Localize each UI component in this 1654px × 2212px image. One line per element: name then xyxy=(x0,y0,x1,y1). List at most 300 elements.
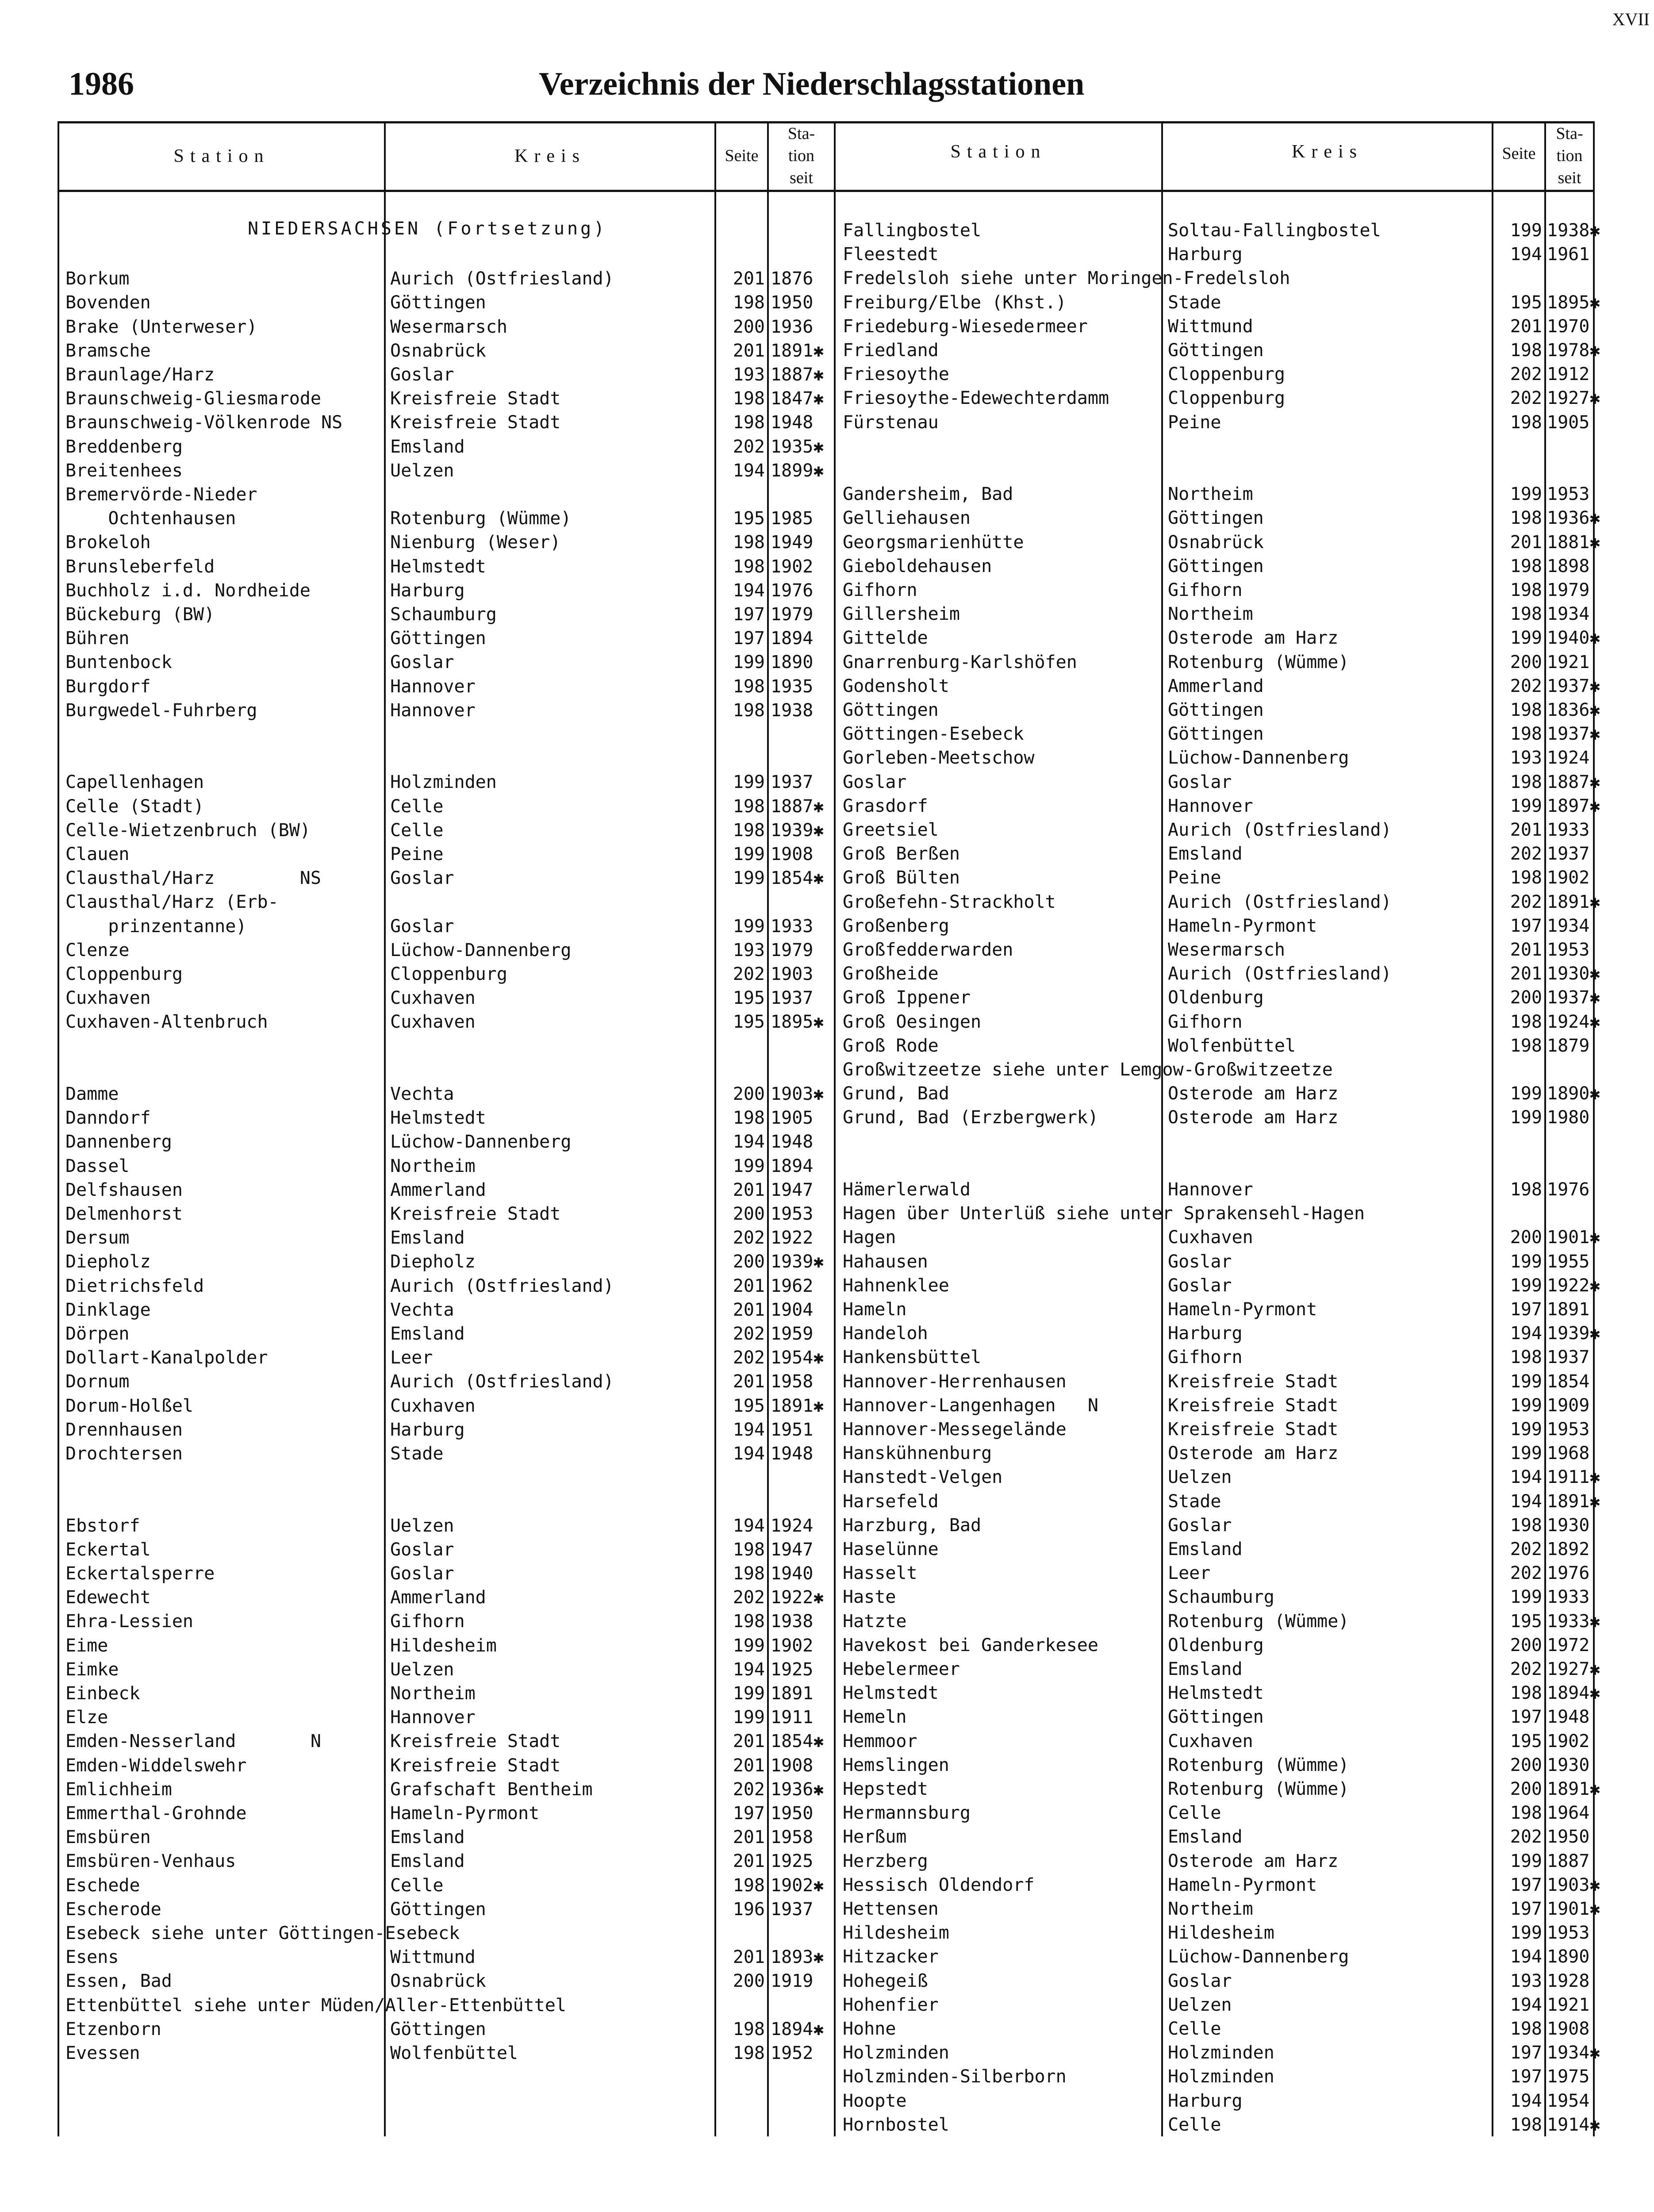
station-since-year: 1940✱ xyxy=(1547,628,1600,649)
kreis-name: Goslar xyxy=(390,365,454,385)
station-name: Etzenborn xyxy=(65,2019,161,2039)
kreis-name: Cuxhaven xyxy=(1168,1227,1253,1248)
station-since-year: 1964 xyxy=(1547,1803,1590,1824)
station-name: prinzentanne) xyxy=(65,916,247,937)
station-since-year: 1921 xyxy=(1547,652,1590,672)
station-name: Hahnenklee xyxy=(843,1275,949,1296)
kreis-name: Emsland xyxy=(1168,1659,1243,1679)
station-name: Emsbüren xyxy=(65,1827,151,1848)
station-name: Havekost bei Ganderkesee xyxy=(843,1635,1098,1655)
station-since-year: 1895✱ xyxy=(771,1012,824,1033)
station-since-year: 1902 xyxy=(771,556,814,577)
kreis-name: Goslar xyxy=(1168,772,1232,792)
seite-value: 199 xyxy=(733,916,765,937)
seite-value: 195 xyxy=(1510,1611,1542,1632)
station-name: Hebelermeer xyxy=(843,1659,960,1679)
seite-value: 198 xyxy=(733,1108,765,1129)
station-name: Hemeln xyxy=(843,1707,907,1728)
seite-value: 194 xyxy=(1510,1994,1542,2015)
kreis-name: Göttingen xyxy=(390,2019,486,2039)
station-name: Cuxhaven xyxy=(65,988,151,1009)
station-name: Emlichheim xyxy=(65,1779,172,1800)
station-since-year: 1953 xyxy=(1547,940,1590,960)
station-name: Fleestedt xyxy=(843,244,939,265)
station-name: Escherode xyxy=(65,1899,161,1920)
kreis-name: Gifhorn xyxy=(1168,1347,1243,1368)
station-since-year: 1854✱ xyxy=(771,868,824,889)
station-name: Delfshausen xyxy=(65,1179,183,1200)
kreis-name: Uelzen xyxy=(390,1515,454,1536)
kreis-name: Emsland xyxy=(390,1228,465,1248)
seite-value: 194 xyxy=(733,1444,765,1464)
station-name: Dinklage xyxy=(65,1299,151,1320)
station-name: Clauen xyxy=(65,844,130,864)
seite-value: 199 xyxy=(733,868,765,889)
station-name: Bühren xyxy=(65,628,130,649)
kreis-name: Hannover xyxy=(1168,1179,1253,1200)
kreis-name: Hameln-Pyrmont xyxy=(1168,1299,1317,1320)
kreis-name: Cloppenburg xyxy=(390,964,507,984)
station-since-year: 1890 xyxy=(1547,1947,1590,1967)
seite-value: 198 xyxy=(1510,1683,1542,1704)
station-since-year: 1922 xyxy=(771,1228,814,1248)
seite-value: 202 xyxy=(1510,676,1542,696)
station-since-year: 1938✱ xyxy=(1547,220,1600,241)
seite-value: 198 xyxy=(1510,724,1542,745)
station-since-year: 1937 xyxy=(771,1899,814,1920)
header-kreis: Kreis xyxy=(1292,142,1363,162)
kreis-name: Göttingen xyxy=(1168,1707,1264,1728)
seite-value: 202 xyxy=(733,1228,765,1248)
kreis-name: Kreisfreie Stadt xyxy=(390,1755,561,1776)
station-since-year: 1901✱ xyxy=(1547,1899,1600,1919)
station-since-year: 1903✱ xyxy=(1547,1874,1600,1895)
station-name: Herßum xyxy=(843,1827,907,1847)
seite-value: 193 xyxy=(733,940,765,960)
kreis-name: Celle xyxy=(390,820,444,841)
seite-value: 194 xyxy=(1510,1323,1542,1344)
kreis-name: Rotenburg (Wümme) xyxy=(1168,1779,1349,1799)
kreis-name: Harburg xyxy=(1168,244,1243,265)
seite-value: 198 xyxy=(1510,412,1542,433)
station-name: Großenberg xyxy=(843,915,949,936)
station-since-year: 1887✱ xyxy=(1547,772,1600,792)
station-name: Hannover-Langenhagen N xyxy=(843,1395,1098,1416)
station-since-year: 1947 xyxy=(771,1179,814,1200)
seite-value: 198 xyxy=(1510,2114,1542,2135)
kreis-name: Grafschaft Bentheim xyxy=(390,1779,593,1800)
kreis-name: Uelzen xyxy=(1168,1994,1232,2015)
kreis-name: Kreisfreie Stadt xyxy=(390,388,561,409)
kreis-name: Ammerland xyxy=(390,1587,486,1608)
seite-value: 201 xyxy=(1510,532,1542,553)
station-since-year: 1894 xyxy=(771,1156,814,1176)
station-name: Dietrichsfeld xyxy=(65,1275,204,1296)
station-since-year: 1908 xyxy=(771,844,814,864)
station-since-year: 1937 xyxy=(771,772,814,793)
station-name: Eime xyxy=(65,1635,108,1656)
seite-value: 199 xyxy=(1510,1083,1542,1104)
station-since-year: 1980 xyxy=(1547,1107,1590,1128)
station-name: Dersum xyxy=(65,1228,130,1248)
kreis-name: Emsland xyxy=(1168,1539,1243,1559)
station-name: Dassel xyxy=(65,1156,130,1176)
station-since-year: 1894 xyxy=(771,628,814,649)
station-name: Göttingen xyxy=(843,700,939,720)
kreis-name: Osterode am Harz xyxy=(1168,1083,1339,1104)
seite-value: 201 xyxy=(733,1179,765,1200)
station-name: Clausthal/Harz NS xyxy=(65,868,321,889)
seite-value: 200 xyxy=(733,316,765,337)
station-since-year: 1951 xyxy=(771,1419,814,1440)
kreis-name: Aurich (Ostfriesland) xyxy=(1168,964,1392,984)
station-name: Ebstorf xyxy=(65,1515,140,1536)
seite-value: 202 xyxy=(1510,1539,1542,1559)
kreis-name: Hannover xyxy=(390,700,476,721)
station-since-year: 1953 xyxy=(1547,484,1590,505)
station-name: Hornbostel xyxy=(843,2114,949,2135)
station-name: Dorum-Holßel xyxy=(65,1395,193,1416)
kreis-name: Ammerland xyxy=(390,1179,486,1200)
kreis-name: Holzminden xyxy=(1168,2043,1274,2063)
kreis-name: Kreisfreie Stadt xyxy=(390,1731,561,1752)
header-seit-3: seit xyxy=(790,169,813,187)
seite-value: 202 xyxy=(733,1348,765,1368)
kreis-name: Stade xyxy=(1168,292,1221,313)
kreis-name: Wittmund xyxy=(1168,316,1253,337)
station-since-year: 1955 xyxy=(1547,1251,1590,1272)
kreis-name: Celle xyxy=(1168,2114,1221,2135)
seite-value: 199 xyxy=(1510,1371,1542,1392)
station-since-year: 1937✱ xyxy=(1547,724,1600,745)
kreis-name: Cloppenburg xyxy=(1168,364,1285,385)
station-name: Drochtersen xyxy=(65,1444,183,1464)
station-name: Elze xyxy=(65,1707,108,1728)
station-name: Groß Berßen xyxy=(843,844,960,864)
kreis-name: Uelzen xyxy=(1168,1467,1232,1488)
station-since-year: 1887 xyxy=(1547,1851,1590,1871)
station-name: Hannover-Herrenhausen xyxy=(843,1371,1067,1392)
station-since-year: 1930✱ xyxy=(1547,964,1600,984)
kreis-name: Nienburg (Weser) xyxy=(390,532,561,553)
seite-value: 202 xyxy=(1510,388,1542,409)
station-name: Drennhausen xyxy=(65,1419,183,1440)
station-name: Herzberg xyxy=(843,1851,928,1871)
seite-value: 197 xyxy=(733,628,765,649)
station-name: Hemmoor xyxy=(843,1731,917,1751)
kreis-name: Peine xyxy=(1168,412,1221,433)
seite-value: 195 xyxy=(1510,1731,1542,1751)
station-since-year: 1902 xyxy=(1547,868,1590,888)
seite-value: 197 xyxy=(1510,915,1542,936)
station-name: Hohegeiß xyxy=(843,1970,928,1991)
seite-value: 198 xyxy=(733,292,765,313)
kreis-name: Hameln-Pyrmont xyxy=(1168,915,1317,936)
station-name: Haselünne xyxy=(843,1539,939,1559)
station-since-year: 1924✱ xyxy=(1547,1011,1600,1032)
station-since-year: 1940 xyxy=(771,1563,814,1584)
station-since-year: 1879 xyxy=(1547,1035,1590,1056)
station-since-year: 1911 xyxy=(771,1707,814,1728)
header-seit-1: Sta- xyxy=(787,124,815,143)
kreis-name: Rotenburg (Wümme) xyxy=(1168,652,1349,672)
kreis-name: Rotenburg (Wümme) xyxy=(1168,1755,1349,1775)
station-since-year: 1903✱ xyxy=(771,1084,824,1104)
seite-value: 198 xyxy=(1510,508,1542,529)
station-since-year: 1937✱ xyxy=(1547,676,1600,696)
station-name: Bovenden xyxy=(65,292,151,313)
station-name: Friesoythe xyxy=(843,364,949,385)
seite-value: 199 xyxy=(733,1635,765,1656)
station-since-year: 1908 xyxy=(771,1755,814,1776)
station-name: Evessen xyxy=(65,2043,140,2063)
seite-value: 200 xyxy=(1510,987,1542,1008)
kreis-name: Goslar xyxy=(1168,1251,1232,1272)
station-since-year: 1925 xyxy=(771,1851,814,1872)
kreis-name: Cuxhaven xyxy=(390,1012,476,1033)
kreis-name: Holzminden xyxy=(390,772,497,793)
station-name: Hanstedt-Velgen xyxy=(843,1467,1003,1488)
seite-value: 200 xyxy=(733,1204,765,1224)
station-since-year: 1881✱ xyxy=(1547,532,1600,553)
station-since-year: 1937 xyxy=(1547,844,1590,864)
seite-value: 200 xyxy=(1510,652,1542,672)
kreis-name: Hameln-Pyrmont xyxy=(1168,1874,1317,1895)
station-since-year: 1953 xyxy=(771,1204,814,1224)
kreis-name: Aurich (Ostfriesland) xyxy=(1168,891,1392,912)
kreis-name: Goslar xyxy=(390,1563,454,1584)
header-seit-3: seit xyxy=(1558,169,1581,187)
kreis-name: Osterode am Harz xyxy=(1168,1107,1339,1128)
kreis-name: Goslar xyxy=(390,652,454,673)
station-name: Hildesheim xyxy=(843,1923,949,1943)
seite-value: 194 xyxy=(733,1515,765,1536)
section-heading: NIEDERSACHSEN (Fortsetzung) xyxy=(248,219,607,239)
station-name: Fürstenau xyxy=(843,412,939,433)
station-name: Damme xyxy=(65,1084,119,1104)
seite-value: 202 xyxy=(733,1324,765,1344)
kreis-name: Osterode am Harz xyxy=(1168,1443,1339,1464)
station-name: Emden-Widdelswehr xyxy=(65,1755,247,1776)
station-since-year: 1924 xyxy=(771,1515,814,1536)
seite-value: 198 xyxy=(1510,580,1542,600)
seite-value: 199 xyxy=(1510,1419,1542,1440)
seite-value: 199 xyxy=(1510,1107,1542,1128)
station-name: Gieboldehausen xyxy=(843,556,992,576)
seite-value: 198 xyxy=(1510,1515,1542,1536)
station-since-year: 1933 xyxy=(1547,1587,1590,1608)
kreis-name: Cuxhaven xyxy=(390,988,476,1009)
station-table xyxy=(58,121,1600,2136)
station-since-year: 1928 xyxy=(1547,1970,1590,1991)
kreis-name: Celle xyxy=(1168,2019,1221,2039)
seite-value: 199 xyxy=(1510,220,1542,241)
station-name: Großefehn-Strackholt xyxy=(843,891,1056,912)
seite-value: 198 xyxy=(733,2043,765,2063)
station-name: Holzminden xyxy=(843,2043,949,2063)
seite-value: 201 xyxy=(733,1371,765,1392)
seite-value: 200 xyxy=(1510,1635,1542,1655)
station-since-year: 1978✱ xyxy=(1547,340,1600,361)
seite-value: 198 xyxy=(733,1539,765,1560)
kreis-name: Uelzen xyxy=(390,1659,454,1680)
seite-value: 194 xyxy=(1510,1491,1542,1512)
station-since-year: 1947 xyxy=(771,1539,814,1560)
seite-value: 193 xyxy=(733,365,765,385)
station-since-year: 1970 xyxy=(1547,316,1590,337)
station-name: Hohne xyxy=(843,2019,896,2039)
seite-value: 197 xyxy=(1510,1899,1542,1919)
kreis-name: Goslar xyxy=(390,1539,454,1560)
station-since-year: 1953 xyxy=(1547,1419,1590,1440)
station-since-year: 1924 xyxy=(1547,748,1590,768)
kreis-name: Hannover xyxy=(390,1707,476,1728)
kreis-name: Hildesheim xyxy=(390,1635,497,1656)
seite-value: 194 xyxy=(733,1659,765,1680)
station-since-year: 1899✱ xyxy=(771,460,824,481)
station-name: Borkum xyxy=(65,269,130,289)
station-since-year: 1895✱ xyxy=(1547,292,1600,313)
station-name: Grund, Bad (Erzbergwerk) xyxy=(843,1107,1098,1128)
station-since-year: 1902 xyxy=(1547,1731,1590,1751)
station-name: Danndorf xyxy=(65,1108,151,1129)
seite-value: 194 xyxy=(733,1132,765,1152)
station-name: Celle (Stadt) xyxy=(65,796,204,817)
station-since-year: 1919 xyxy=(771,1971,814,1992)
station-since-year: 1887✱ xyxy=(771,365,824,385)
seite-value: 199 xyxy=(733,844,765,864)
seite-value: 198 xyxy=(733,1875,765,1896)
seite-value: 201 xyxy=(733,269,765,289)
station-name: Gandersheim, Bad xyxy=(843,484,1013,505)
station-name: Gorleben-Meetschow xyxy=(843,748,1035,768)
kreis-name: Holzminden xyxy=(1168,2066,1274,2087)
kreis-name: Gifhorn xyxy=(390,1611,465,1632)
kreis-name: Hildesheim xyxy=(1168,1923,1274,1943)
seite-value: 195 xyxy=(733,1012,765,1033)
seite-value: 195 xyxy=(1510,292,1542,313)
station-since-year: 1948 xyxy=(771,412,814,433)
station-since-year: 1930 xyxy=(1547,1755,1590,1775)
kreis-name: Harburg xyxy=(390,580,465,601)
kreis-name: Harburg xyxy=(1168,2090,1243,2111)
station-name: Dollart-Kanalpolder xyxy=(65,1348,268,1368)
station-name: Harsefeld xyxy=(843,1491,939,1512)
kreis-name: Göttingen xyxy=(1168,724,1264,745)
station-since-year: 1904 xyxy=(771,1299,814,1320)
kreis-name: Oldenburg xyxy=(1168,1635,1264,1655)
seite-value: 199 xyxy=(1510,795,1542,816)
kreis-name: Northeim xyxy=(390,1156,476,1176)
kreis-name: Göttingen xyxy=(1168,700,1264,720)
station-since-year: 1891✱ xyxy=(1547,1491,1600,1512)
station-name: Dörpen xyxy=(65,1324,130,1344)
kreis-name: Soltau-Fallingbostel xyxy=(1168,220,1381,241)
seite-value: 199 xyxy=(1510,1275,1542,1296)
station-name: Eimke xyxy=(65,1659,119,1680)
kreis-name: Celle xyxy=(1168,1803,1221,1824)
station-name: Gittelde xyxy=(843,628,928,649)
station-since-year: 1950 xyxy=(1547,1827,1590,1847)
station-name: Hameln xyxy=(843,1299,907,1320)
station-name: Burgdorf xyxy=(65,676,151,697)
station-since-year: 1934✱ xyxy=(1547,2043,1600,2063)
page-title: Verzeichnis der Niederschlagsstationen xyxy=(539,66,1085,102)
station-name: Einbeck xyxy=(65,1683,140,1704)
station-since-year: 1897✱ xyxy=(1547,795,1600,816)
kreis-name: Northeim xyxy=(1168,604,1253,625)
seite-value: 194 xyxy=(733,1419,765,1440)
station-name: Esens xyxy=(65,1947,119,1968)
station-since-year: 1898 xyxy=(1547,556,1590,576)
station-name: Godensholt xyxy=(843,676,949,696)
seite-value: 198 xyxy=(1510,340,1542,361)
station-name: Hahausen xyxy=(843,1251,928,1272)
station-name: Hepstedt xyxy=(843,1779,928,1799)
station-since-year: 1902 xyxy=(771,1635,814,1656)
station-since-year: 1933 xyxy=(1547,820,1590,840)
station-since-year: 1922✱ xyxy=(1547,1275,1600,1296)
seite-value: 200 xyxy=(1510,1755,1542,1775)
seite-value: 201 xyxy=(733,1947,765,1968)
seite-value: 201 xyxy=(733,1827,765,1848)
station-name: Ettenbüttel siehe unter Müden/Aller-Ettenbüttel xyxy=(65,1995,566,2016)
seite-value: 198 xyxy=(733,2019,765,2039)
station-name: Capellenhagen xyxy=(65,772,204,793)
station-name: Celle-Wietzenbruch (BW) xyxy=(65,820,311,841)
station-since-year: 1939✱ xyxy=(771,820,824,841)
station-name: Eckertalsperre xyxy=(65,1563,215,1584)
kreis-name: Cuxhaven xyxy=(390,1395,476,1416)
kreis-name: Emsland xyxy=(390,1851,465,1872)
station-since-year: 1972 xyxy=(1547,1635,1590,1655)
station-name: Grund, Bad xyxy=(843,1083,949,1104)
seite-value: 201 xyxy=(1510,820,1542,840)
kreis-name: Oldenburg xyxy=(1168,987,1264,1008)
station-since-year: 1954 xyxy=(1547,2090,1590,2111)
station-since-year: 1968 xyxy=(1547,1443,1590,1464)
kreis-name: Emsland xyxy=(390,1324,465,1344)
station-since-year: 1836✱ xyxy=(1547,700,1600,720)
station-name: Großheide xyxy=(843,964,939,984)
kreis-name: Wolfenbüttel xyxy=(390,2043,518,2063)
kreis-name: Harburg xyxy=(1168,1323,1243,1344)
station-since-year: 1927✱ xyxy=(1547,388,1600,409)
station-name: Hagen über Unterlüß siehe unter Sprakensehl-Hagen xyxy=(843,1203,1365,1224)
kreis-name: Harburg xyxy=(390,1419,465,1440)
kreis-name: Hannover xyxy=(390,676,476,697)
seite-value: 198 xyxy=(1510,2019,1542,2039)
station-since-year: 1976 xyxy=(1547,1563,1590,1584)
seite-value: 201 xyxy=(733,1755,765,1776)
station-since-year: 1914✱ xyxy=(1547,2114,1600,2135)
station-since-year: 1976 xyxy=(771,580,814,601)
kreis-name: Cloppenburg xyxy=(1168,388,1285,409)
station-name: Edewecht xyxy=(65,1587,151,1608)
station-since-year: 1905 xyxy=(771,1108,814,1129)
station-since-year: 1912 xyxy=(1547,364,1590,385)
station-name: Harzburg, Bad xyxy=(843,1515,982,1536)
station-name: Friedland xyxy=(843,340,939,361)
seite-value: 198 xyxy=(1510,1803,1542,1824)
seite-value: 198 xyxy=(1510,604,1542,625)
kreis-name: Celle xyxy=(390,796,444,817)
station-since-year: 1976 xyxy=(1547,1179,1590,1200)
kreis-name: Goslar xyxy=(1168,1970,1232,1991)
station-since-year: 1958 xyxy=(771,1827,814,1848)
station-name: Breitenhees xyxy=(65,460,183,481)
station-name: Freiburg/Elbe (Khst.) xyxy=(843,292,1067,313)
